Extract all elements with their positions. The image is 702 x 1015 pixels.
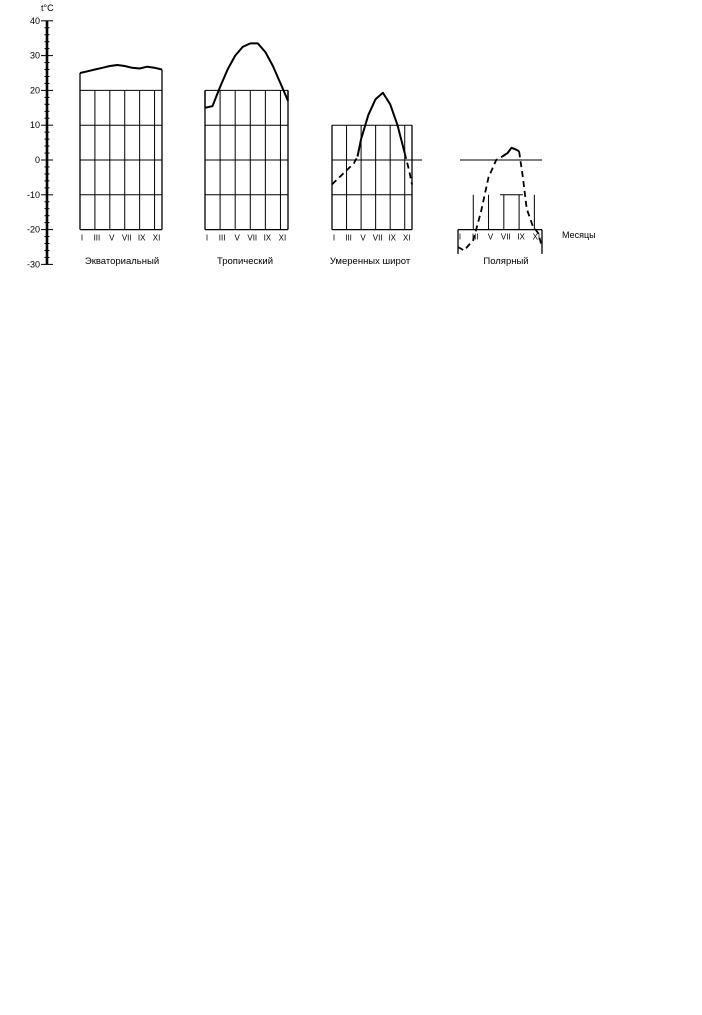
temperature-curve-dashed xyxy=(458,157,502,251)
y-tick-label: -10 xyxy=(26,189,40,200)
month-tick-label: XI xyxy=(278,233,287,243)
x-axis-label: Месяцы xyxy=(562,230,596,240)
y-tick-label: 40 xyxy=(29,15,40,26)
month-tick-label: IX xyxy=(137,233,146,243)
temperature-curve-dashed xyxy=(405,153,412,184)
month-tick-label: XI xyxy=(402,233,411,243)
y-tick-label: 0 xyxy=(34,155,40,165)
month-tick-label: I xyxy=(205,233,209,243)
month-tick-label: VII xyxy=(121,233,132,243)
panel-3 xyxy=(330,93,422,267)
panels xyxy=(80,43,542,267)
month-tick-label: III xyxy=(345,233,352,243)
month-tick-label: VII xyxy=(500,232,511,242)
month-tick-label: IX xyxy=(263,233,272,243)
y-tick-label: -30 xyxy=(26,259,40,270)
temperature-curve xyxy=(80,65,162,73)
month-tick-label: XI xyxy=(532,232,541,242)
panel-caption: Полярный xyxy=(483,256,529,267)
y-tick-label: 10 xyxy=(29,120,40,131)
month-tick-label: III xyxy=(471,232,479,242)
month-tick-label: V xyxy=(360,233,366,243)
month-tick-label: III xyxy=(93,233,101,243)
temperature-curve xyxy=(205,43,288,107)
month-tick-label: XI xyxy=(152,233,161,243)
y-axis xyxy=(27,3,54,269)
month-tick-label: IX xyxy=(388,233,396,243)
month-tick-label: V xyxy=(487,232,494,242)
month-tick-label: I xyxy=(458,232,462,242)
y-tick-label: 30 xyxy=(29,50,40,61)
panel-1 xyxy=(80,65,162,267)
month-tick-label: V xyxy=(109,233,115,243)
month-tick-label: I xyxy=(332,233,336,243)
panel-4 xyxy=(458,148,542,267)
temperature-curve xyxy=(502,148,519,157)
month-tick-label: IX xyxy=(517,232,525,242)
month-tick-label: V xyxy=(234,233,240,243)
panel-caption: Умеренных широт xyxy=(329,256,411,267)
temperature-curve-dashed xyxy=(332,157,358,185)
panel-caption: Экваториальный xyxy=(84,256,160,267)
y-tick-label: -20 xyxy=(26,224,40,235)
y-axis-label: t°C xyxy=(41,3,54,13)
month-tick-label: VII xyxy=(247,233,258,243)
y-tick-label: 20 xyxy=(29,85,40,96)
temperature-curve xyxy=(358,93,405,157)
month-tick-label: III xyxy=(218,233,226,243)
panel-2 xyxy=(205,43,288,267)
month-tick-label: VII xyxy=(372,233,383,243)
month-tick-label: I xyxy=(80,233,84,243)
panel-caption: Тропический xyxy=(216,256,274,267)
